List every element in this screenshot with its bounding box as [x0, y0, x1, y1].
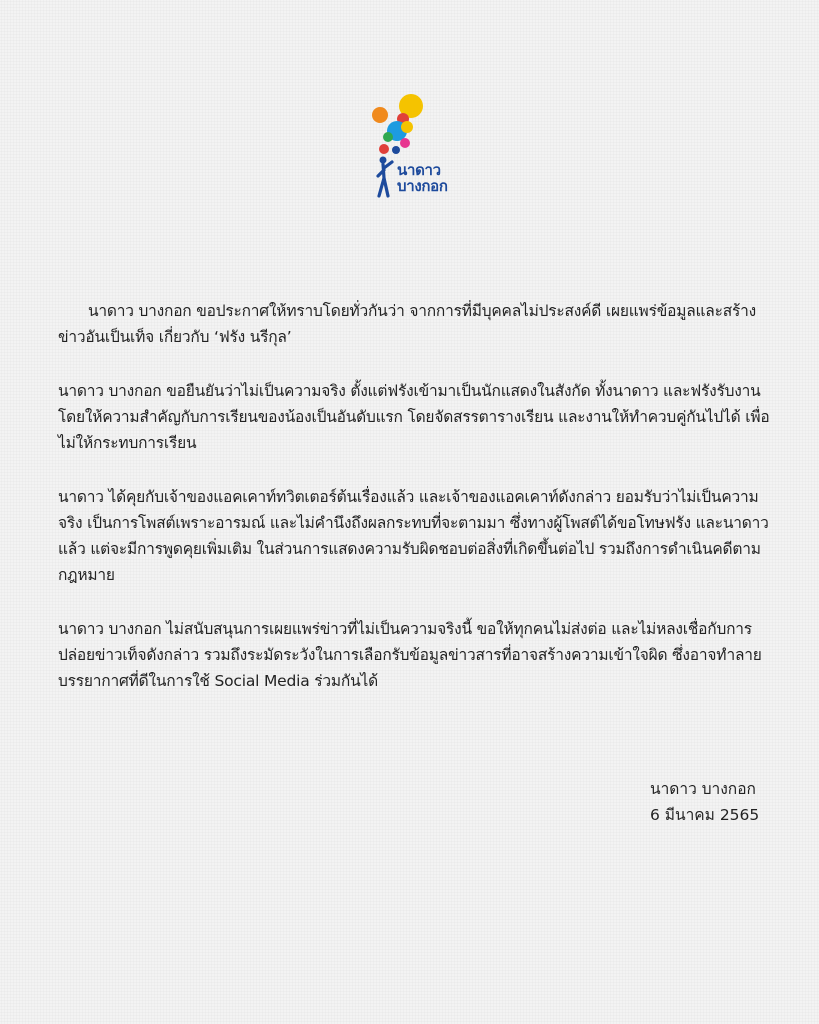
paragraph-2: นาดาว บางกอก ขอยืนยันว่าไม่เป็นความจริง ตั้งแต่ฟรังเข้ามาเป็นนักแสดงในสังกัด ทั้งนาดาว และฟรังรับงานโดยให้ความสำคัญกับการเรียนของน้องเป็นอันดับแรก โดยจัดสรรตารางเรียน และงานให้ทำควบคู่กันไปได้ เพื่อไม่ให้กระทบการเรียน — [58, 382, 770, 452]
paragraph-4: นาดาว บางกอก ไม่สนับสนุนการเผยแพร่ข่าวที่ไม่เป็นความจริงนี้ ขอให้ทุกคนไม่ส่งต่อ และไม่หลงเชื่อกับการปล่อยข่าวเท็จดังกล่าว รวมถึงระมัดระวังในการเลือกรับข้อมูลข่าวสารที่อาจสร้างความเข้าใจผิด ซึ่งอาจทำลายบรรยากาศที่ดีในการใช้ Social Media ร่วมกันได้ — [58, 620, 762, 690]
paragraph-3: นาดาว ได้คุยกับเจ้าของแอคเคาท์ทวิตเตอร์ต้นเรื่องแล้ว และเจ้าของแอคเคาท์ดังกล่าว ยอมรับว่าไม่เป็นความจริง เป็นการโพสต์เพราะอารมณ์ และไม่คำนึงถึงผลกระทบที่จะตามมา ซึ่งทางผู้โพสต์ได้ขอโทษฟรัง และนาดาวแล้ว แต่จะมีการพูดคุยเพิ่มเติม ในส่วนการแสดงความรับผิดชอบต่อสิ่งที่เกิดขึ้นต่อไป รวมถึงการดำเนินคดีตามกฎหมาย — [58, 488, 769, 584]
signature-name: นาดาว บางกอก — [650, 780, 756, 798]
signature-block — [650, 776, 759, 828]
logo-text-line1: นาดาว — [397, 161, 441, 179]
nadao-bangkok-logo — [366, 92, 456, 204]
logo-text-line2: บางกอก — [397, 177, 448, 195]
announcement-body — [58, 298, 770, 722]
signature-date: 6 มีนาคม 2565 — [650, 806, 760, 824]
paragraph-1: นาดาว บางกอก ขอประกาศให้ทราบโดยทั่วกันว่า จากการที่มีบุคคลไม่ประสงค์ดี เผยแพร่ข้อมูลและสร้างข่าวอันเป็นเท็จ เกี่ยวกับ ‘ฟรัง นรีกุล’ — [58, 302, 756, 346]
